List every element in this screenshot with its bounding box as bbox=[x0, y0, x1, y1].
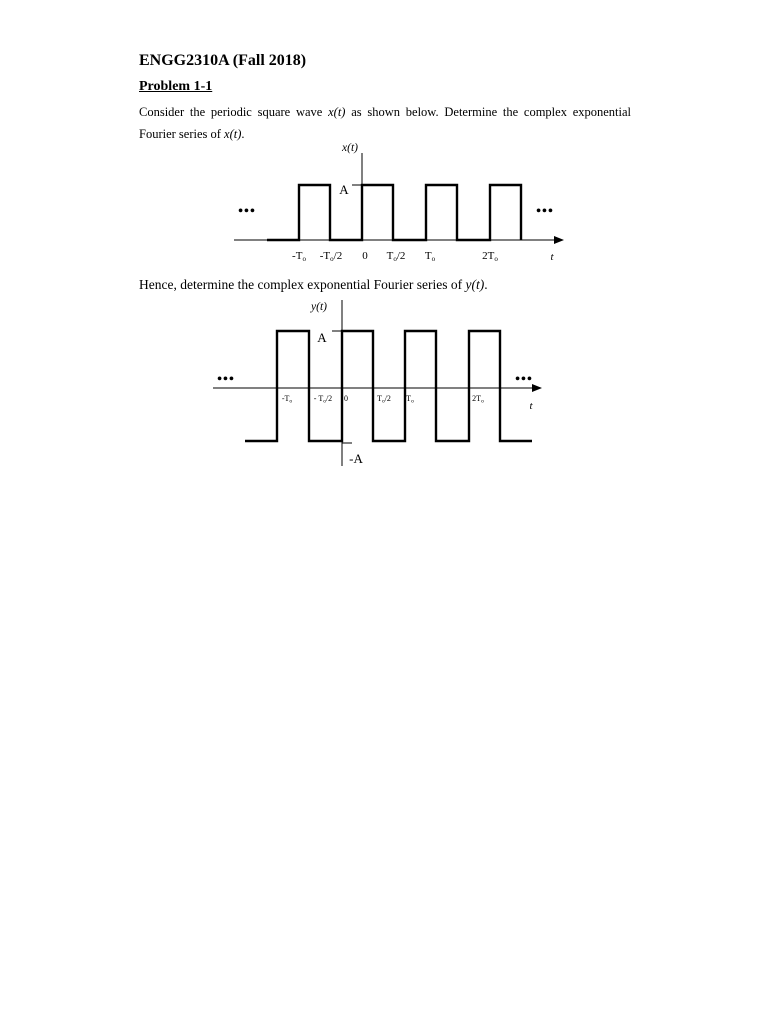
follow-up-text-2: . bbox=[484, 277, 488, 292]
tick-label-2t0: 2To bbox=[472, 394, 484, 405]
time-label: t bbox=[550, 251, 554, 263]
tick-label-zero: 0 bbox=[362, 250, 368, 262]
y-axis-title: y(t) bbox=[311, 301, 327, 313]
signal-name-x-2: x(t) bbox=[224, 127, 242, 141]
amplitude-label: A bbox=[339, 182, 349, 197]
tick-label-neg-t0: -To bbox=[281, 394, 293, 405]
ellipsis-left: ••• bbox=[217, 372, 235, 387]
ellipsis-left: ••• bbox=[238, 204, 256, 219]
tick-label-neg-half-t0: - To/2 bbox=[313, 394, 333, 405]
follow-up-text-1: Hence, determine the complex exponential Fourier series of bbox=[139, 277, 466, 292]
signal-name-x: x(t) bbox=[328, 105, 346, 119]
tick-label-zero: 0 bbox=[344, 394, 348, 403]
tick-label-neg-t0: -To bbox=[292, 250, 306, 263]
statement-text-2: as shown below. Determine the complex exponential Fourier series of bbox=[139, 105, 632, 141]
tick-label-half-t0: To/2 bbox=[377, 394, 391, 405]
neg-amplitude-label: -A bbox=[349, 451, 363, 466]
document-title: ENGG2310A (Fall 2018) bbox=[139, 52, 307, 69]
amplitude-label: A bbox=[317, 330, 327, 345]
x-axis-title: x(t) bbox=[342, 142, 358, 154]
tick-label-t0: To bbox=[406, 394, 414, 405]
problem-heading: Problem 1-1 bbox=[139, 79, 213, 94]
statement-text-1: Consider the periodic square wave bbox=[139, 105, 329, 119]
time-label: t bbox=[529, 400, 533, 412]
tick-label-2t0: 2To bbox=[482, 250, 498, 263]
tick-label-neg-half-t0: -To/2 bbox=[319, 250, 343, 263]
tick-label-half-t0: To/2 bbox=[386, 250, 406, 263]
ellipsis-right: ••• bbox=[515, 372, 533, 387]
statement-text-3: . bbox=[241, 127, 245, 141]
signal-name-y: y(t) bbox=[465, 277, 485, 292]
ellipsis-right: ••• bbox=[536, 204, 554, 219]
square-wave-y bbox=[245, 331, 532, 441]
tick-label-t0: To bbox=[424, 250, 436, 263]
